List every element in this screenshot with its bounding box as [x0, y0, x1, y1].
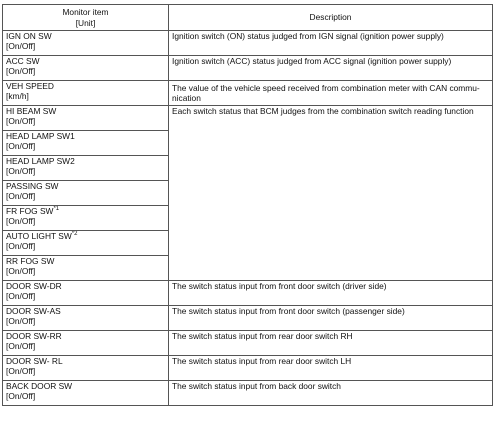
monitor-item-name: DOOR SW-AS [6, 306, 61, 316]
monitor-item-name: ACC SW [6, 56, 40, 66]
monitor-item-name [6, 206, 165, 216]
monitor-item-cell [3, 281, 169, 306]
monitor-item-unit: [On/Off] [6, 191, 36, 202]
monitor-item-cell [3, 106, 169, 131]
monitor-item-unit: [On/Off] [6, 166, 36, 177]
monitor-item-cell [3, 31, 169, 56]
monitor-item-unit: [On/Off] [6, 366, 36, 377]
footnote-marker: *1 [53, 206, 60, 213]
monitor-item-cell [3, 206, 169, 231]
monitor-item-unit: [On/Off] [6, 391, 36, 402]
table-header-row [3, 5, 493, 31]
description-cell: The switch status input from front door switch (passenger side) [169, 306, 493, 331]
table-row [3, 56, 493, 81]
monitor-item-unit: [On/Off] [6, 116, 36, 127]
monitor-item-unit: [On/Off] [6, 216, 36, 227]
monitor-item-cell [3, 381, 169, 406]
combination-switch-description-cell: Each switch status that BCM judges from the combination switch reading function [169, 106, 493, 281]
monitor-item-name: HEAD LAMP SW2 [6, 156, 75, 166]
monitor-item-name: HI BEAM SW [6, 106, 57, 116]
description-header: Description [169, 5, 493, 31]
description-cell: The switch status input from front door switch (driver side) [169, 281, 493, 306]
table-row [3, 381, 493, 406]
monitor-item-cell [3, 231, 169, 256]
monitor-item-cell [3, 181, 169, 206]
monitor-item-unit: [On/Off] [6, 41, 36, 52]
description-cell: Ignition switch (ON) status judged from IGN signal (ignition power supply) [169, 31, 493, 56]
table-row [3, 281, 493, 306]
table-row [3, 81, 493, 106]
monitor-item-name-text: AUTO LIGHT SW [6, 231, 72, 241]
monitor-item-cell [3, 331, 169, 356]
monitor-item-name: BACK DOOR SW [6, 381, 73, 391]
monitor-item-cell [3, 306, 169, 331]
table-row [3, 106, 493, 131]
monitor-item-cell [3, 156, 169, 181]
monitor-item-unit: [On/Off] [6, 266, 36, 277]
description-cell: Ignition switch (ACC) status judged from ACC signal (ignition power supply) [169, 56, 493, 81]
monitor-item-name: HEAD LAMP SW1 [6, 131, 75, 141]
monitor-item-unit: [On/Off] [6, 316, 36, 327]
monitor-item-name: IGN ON SW [6, 31, 52, 41]
monitor-item-cell [3, 256, 169, 281]
monitor-item-cell [3, 131, 169, 156]
monitor-item-name: DOOR SW- RL [6, 356, 63, 366]
description-cell: The switch status input from rear door switch LH [169, 356, 493, 381]
monitor-item-cell [3, 81, 169, 106]
monitor-item-unit: [km/h] [6, 91, 29, 102]
monitor-item-name: DOOR SW-RR [6, 331, 62, 341]
table-row [3, 31, 493, 56]
unit-header-label: [Unit] [75, 17, 96, 28]
monitor-item-unit: [On/Off] [6, 66, 36, 77]
table-row [3, 306, 493, 331]
monitor-item-unit: [On/Off] [6, 291, 36, 302]
monitor-item-name-text: FR FOG SW [6, 206, 54, 216]
monitor-item-cell [3, 56, 169, 81]
monitor-item-name [6, 231, 165, 241]
monitor-item-header [3, 5, 169, 31]
monitor-item-name: PASSING SW [6, 181, 59, 191]
monitor-item-cell [3, 356, 169, 381]
description-cell: The switch status input from back door switch [169, 381, 493, 406]
monitor-item-unit: [On/Off] [6, 241, 36, 252]
monitor-item-table [2, 4, 493, 406]
description-cell: The value of the vehicle speed received from combination meter with CAN commu-nication [169, 81, 493, 106]
monitor-item-header-label: Monitor item [62, 7, 109, 18]
monitor-item-unit: [On/Off] [6, 141, 36, 152]
table-row [3, 356, 493, 381]
monitor-item-unit: [On/Off] [6, 341, 36, 352]
monitor-item-name: VEH SPEED [6, 81, 54, 91]
monitor-item-name: RR FOG SW [6, 256, 55, 266]
table-row [3, 331, 493, 356]
description-cell: The switch status input from rear door switch RH [169, 331, 493, 356]
footnote-marker: *2 [71, 231, 78, 238]
monitor-item-name: DOOR SW-DR [6, 281, 62, 291]
